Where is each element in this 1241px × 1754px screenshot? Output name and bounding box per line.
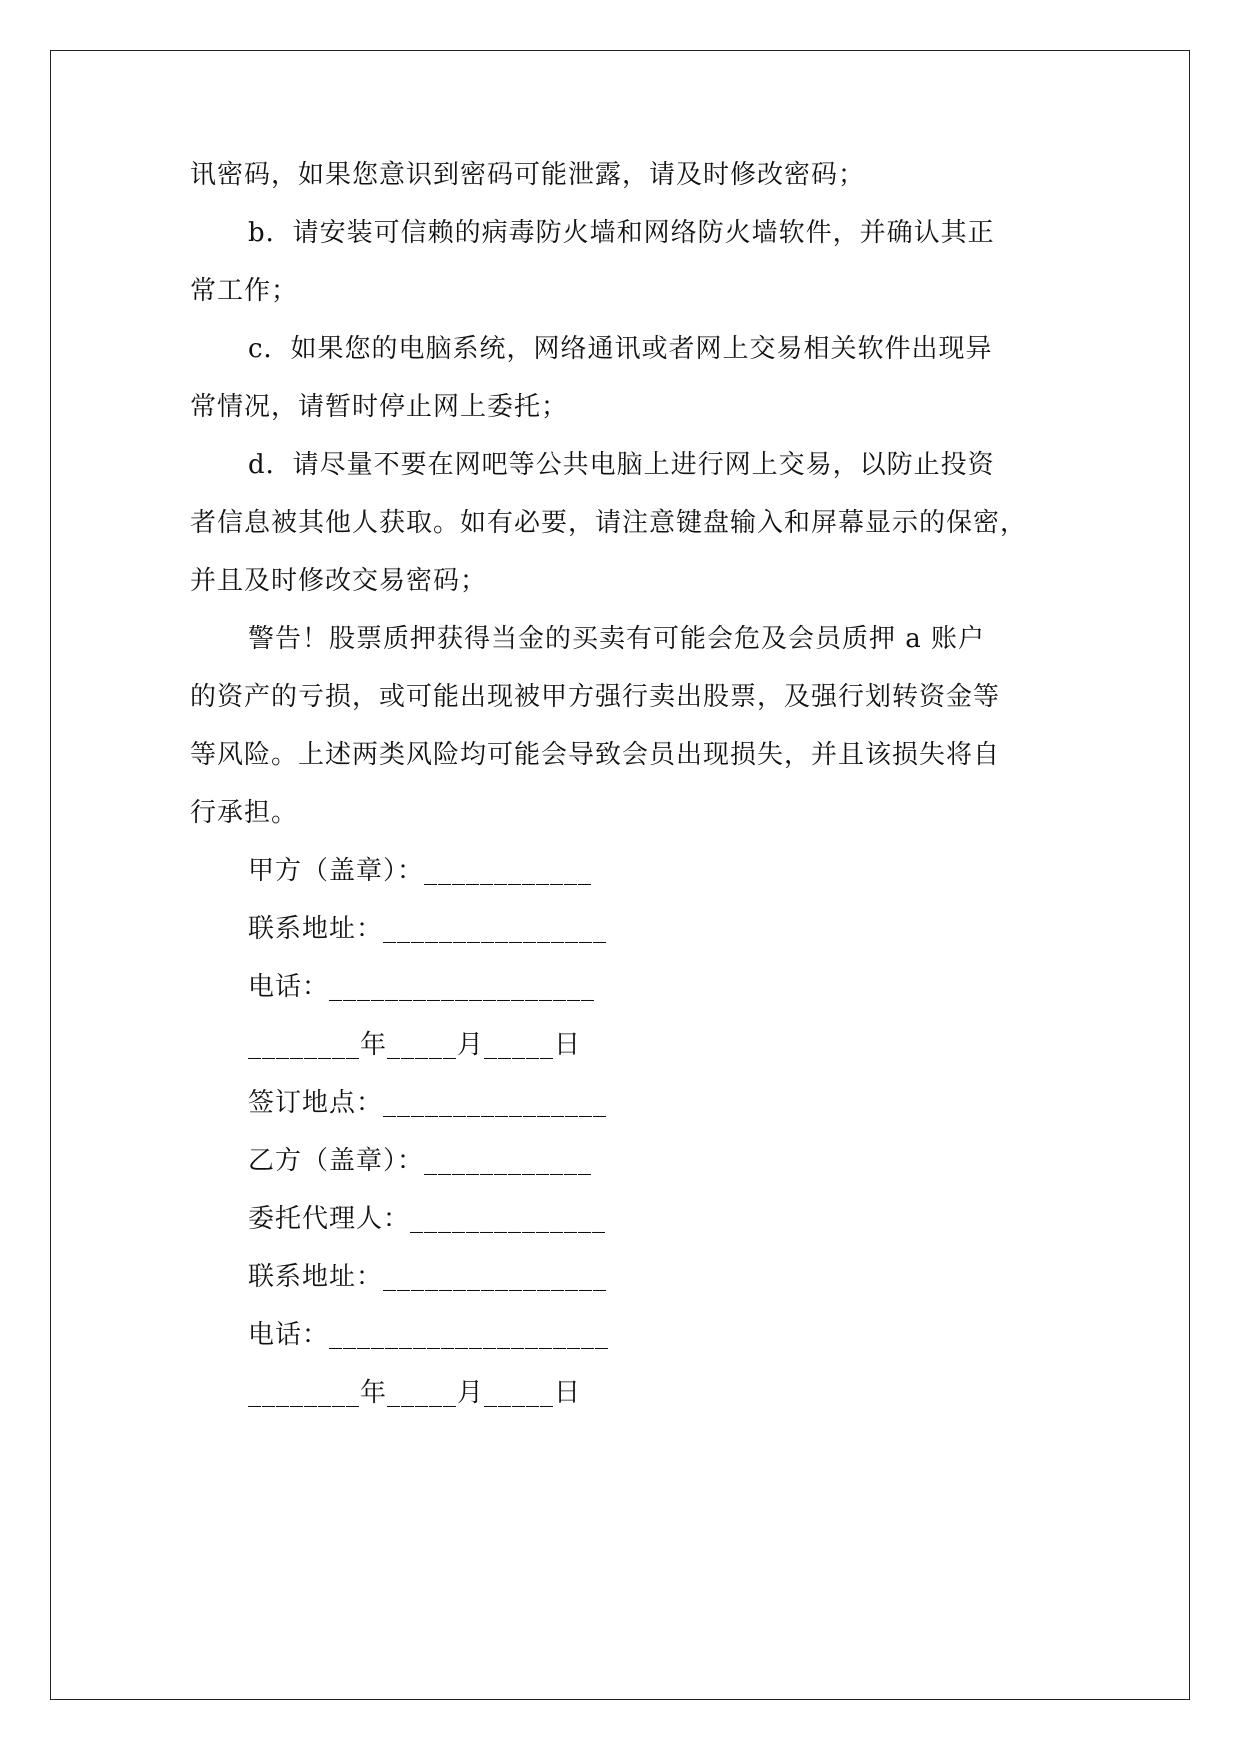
party-b-address-field: 联系地址：________________: [248, 1262, 608, 1292]
text-line: 常情况，请暂时停止网上委托；: [190, 392, 569, 422]
party-b-seal-field: 乙方（盖章）：____________: [248, 1146, 593, 1176]
text-line: c．如果您的电脑系统，网络通讯或者网上交易相关软件出现异: [248, 334, 993, 364]
warning-line: 警告！股票质押获得当金的买卖有可能会危及会员质押 a 账户: [248, 624, 986, 654]
text-line: 并且及时修改交易密码；: [190, 566, 488, 596]
party-a-date-field: ________年_____月_____日: [248, 1030, 582, 1060]
text-line: b．请安装可信赖的病毒防火墙和网络防火墙软件，并确认其正: [248, 218, 995, 248]
text-line: 者信息被其他人获取。如有必要，请注意键盘输入和屏幕显示的保密，: [190, 508, 1028, 538]
agent-field: 委托代理人：______________: [248, 1204, 607, 1234]
warning-line: 等风险。上述两类风险均可能会导致会员出现损失，并且该损失将自: [190, 740, 1001, 770]
text-line: d．请尽量不要在网吧等公共电脑上进行网上交易，以防止投资: [248, 450, 995, 480]
party-b-phone-field: 电话：____________________: [248, 1320, 610, 1350]
signing-location-field: 签订地点：________________: [248, 1088, 608, 1118]
warning-line: 行承担。: [190, 798, 299, 828]
text-line: 常工作；: [190, 276, 299, 306]
warning-line: 的资产的亏损，或可能出现被甲方强行卖出股票，及强行划转资金等: [190, 682, 1001, 712]
party-a-address-field: 联系地址：________________: [248, 914, 608, 944]
party-a-phone-field: 电话：___________________: [248, 972, 596, 1002]
party-b-date-field: ________年_____月_____日: [248, 1378, 582, 1408]
text-line: 讯密码，如果您意识到密码可能泄露，请及时修改密码；: [190, 160, 866, 190]
party-a-seal-field: 甲方（盖章）：____________: [248, 856, 593, 886]
